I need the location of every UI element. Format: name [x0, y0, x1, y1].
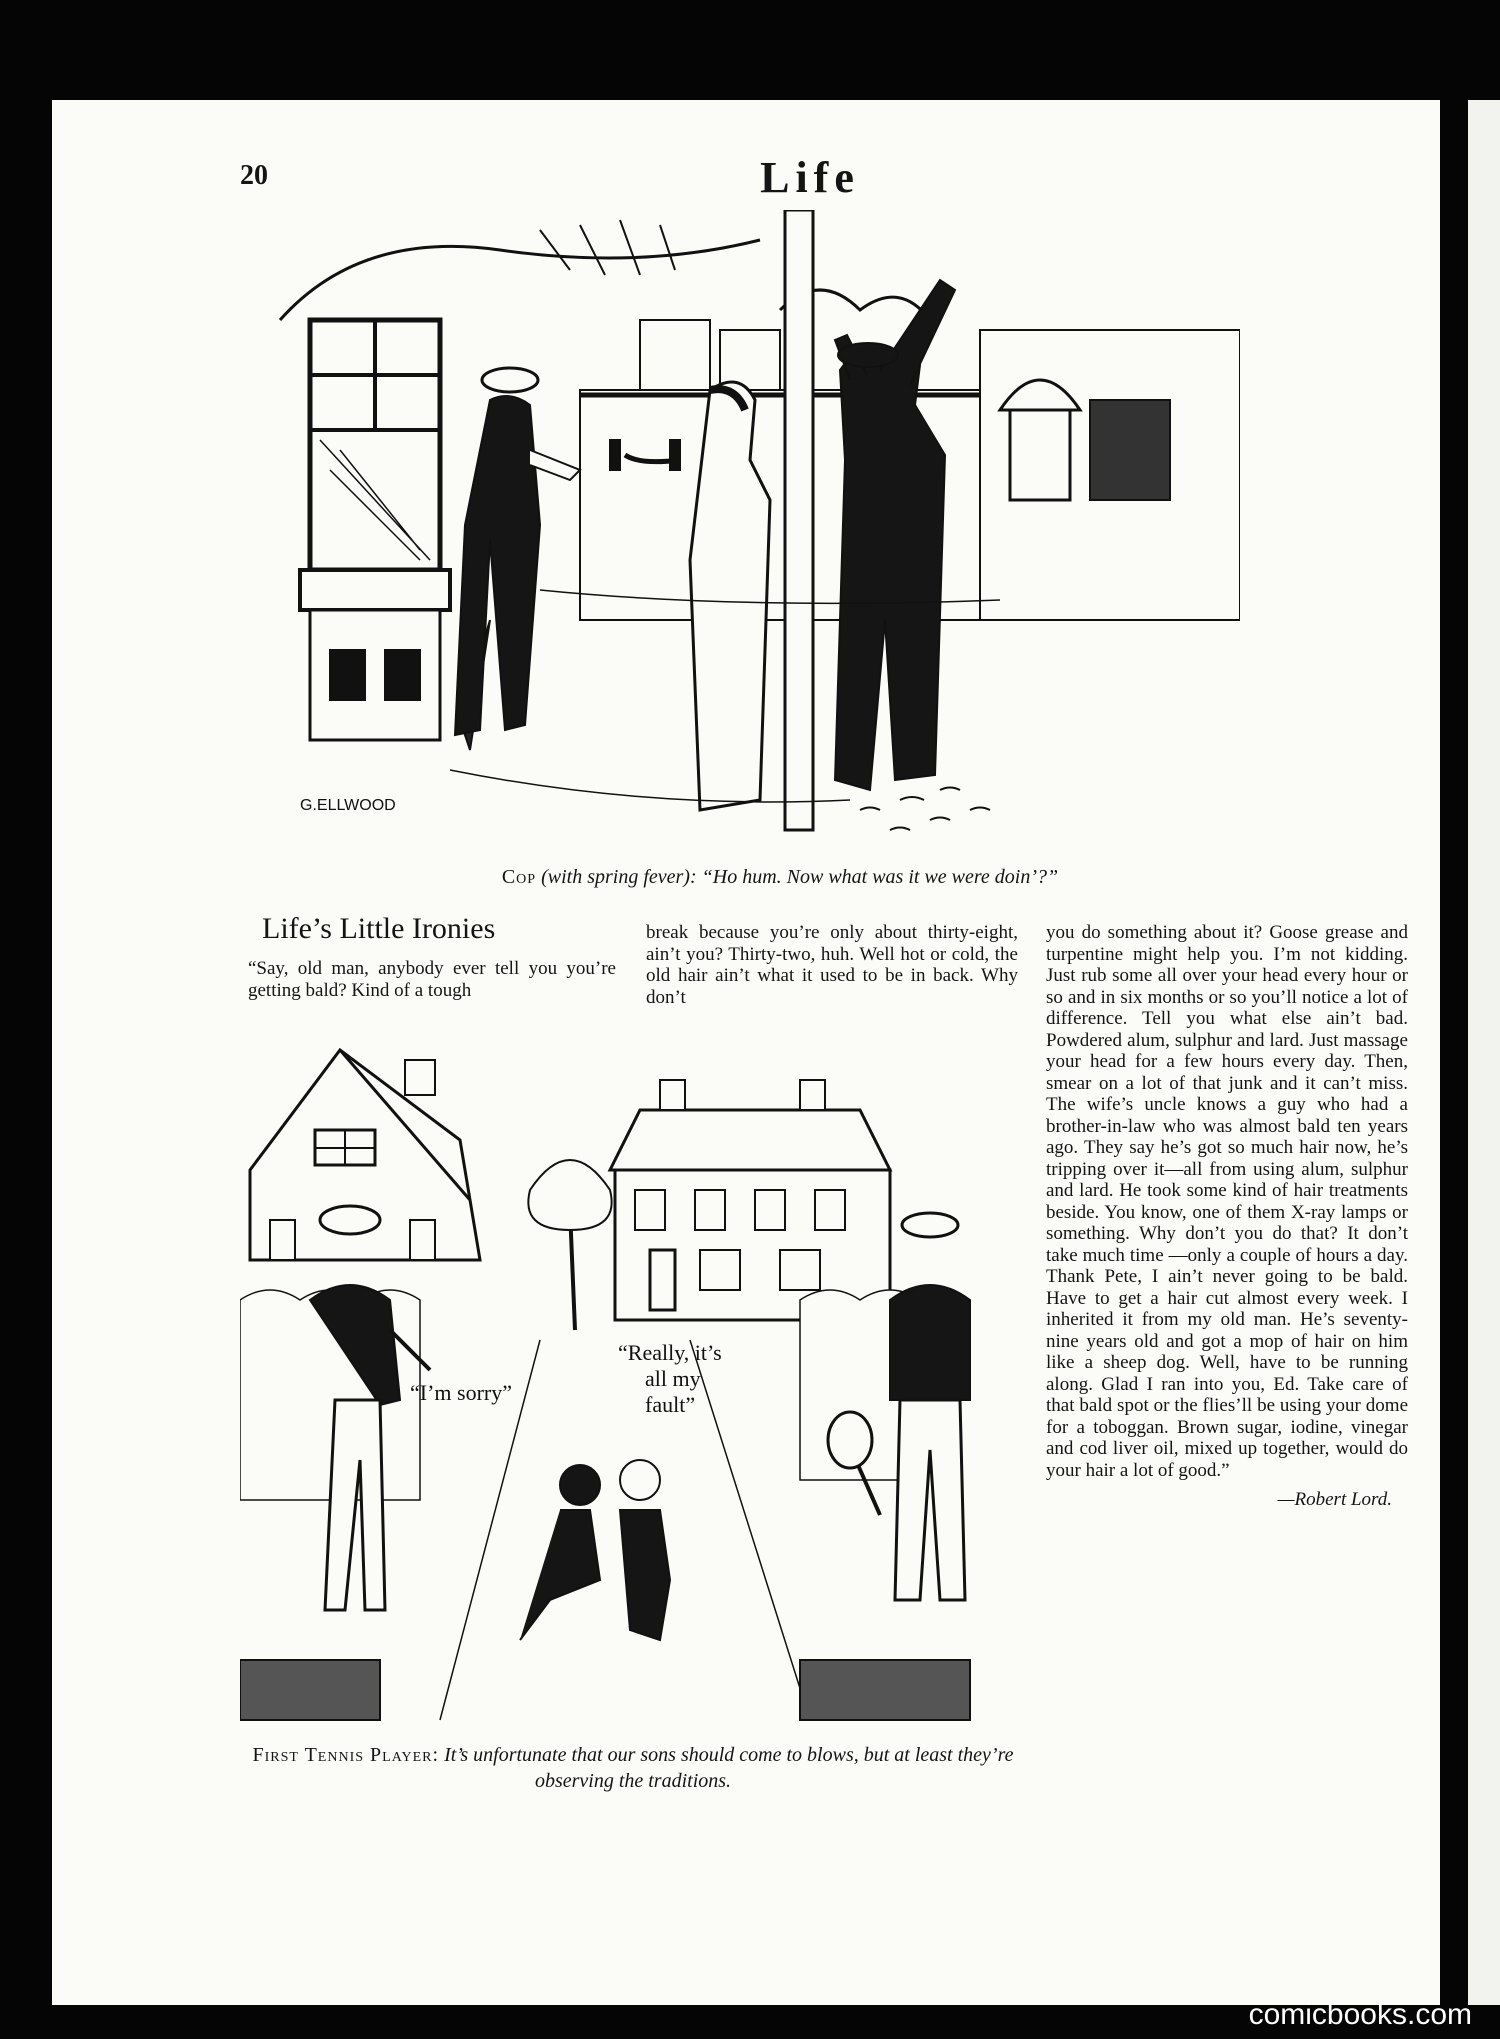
article-column-3 [1046, 922, 1408, 1511]
article-byline: —Robert Lord. [1277, 1489, 1392, 1510]
caption-2-speaker: First Tennis Player: [252, 1744, 440, 1766]
cop-spring-fever-illustration [240, 210, 1240, 850]
balloon-really-line-1: “Really, it’s [618, 1340, 722, 1365]
caption-1-text: “Ho hum. Now what was it we were doin’?” [701, 866, 1059, 888]
illustration-2-caption [248, 1742, 1018, 1794]
page-number: 20 [240, 160, 268, 191]
artist-signature: G.ELLWOOD [300, 797, 396, 814]
article-column-2 [646, 922, 1018, 1008]
article-text-3: you do something about it? Goose grease and turpentine might help you. I’m not kidding. Just rub some all over your head every hour or so and in six months or so you’ll notice a lot of difference. Tell you what else ain’t bad. Powdered alum, sulphur and lard. Just massage your head for a few hours every day. Then, smear on a lot of that junk and it can’t miss. The wife’s uncle knows a guy who had a brother-in-law who was almost bald ten years ago. They say he’s got so much hair now, he’s tripping over it—all from using alum, sulphur and lard. He took some kind of hair treatments beside. You know, one of them X-ray lamps or something. Why don’t you do that? It don’t take much time —only a couple of hours a day. Thank Pete, I ain’t never going to be bald. Have to get a hair cut almost every week. I inherited it from my old man. He’s seventy-nine years old and got a mop of hair on him like a sheep dog. Well, have to be running along. Glad I ran into you, Ed. Take care of that bald spot or the flies’ll be using your dome for a toboggan. Brown sugar, iodine, vinegar and cod liver oil, mixed up together, would do your hair a lot of good.” [1046, 922, 1408, 1481]
article-text-2: break because you’re only about thirty-eight, ain’t you? Thirty-two, huh. Well hot or cold, the old hair ain’t what it used to be in back. Why don’t [646, 922, 1018, 1008]
masthead-logo: Life [760, 153, 860, 202]
caption-1-stage-direction: (with spring fever): [541, 866, 697, 888]
balloon-im-sorry: “I’m sorry” [410, 1380, 513, 1405]
illustration-1-caption [290, 864, 1270, 890]
balloon-really-line-3: fault” [645, 1392, 696, 1417]
caption-1-speaker: Cop [501, 866, 537, 888]
balloon-really-line-2: all my [645, 1366, 701, 1391]
tennis-players-illustration [240, 1040, 1020, 1740]
article-title: Life’s Little Ironies [262, 912, 496, 945]
article-column-1 [248, 958, 616, 1001]
site-watermark: comicbooks.com [1248, 1998, 1472, 2031]
facing-page-edge [1468, 100, 1500, 2005]
article-text-1: “Say, old man, anybody ever tell you you’re getting bald? Kind of a tough [248, 958, 616, 1001]
caption-2-text: It’s unfortunate that our sons should come to blows, but at least they’re observing the traditions. [444, 1744, 1014, 1792]
